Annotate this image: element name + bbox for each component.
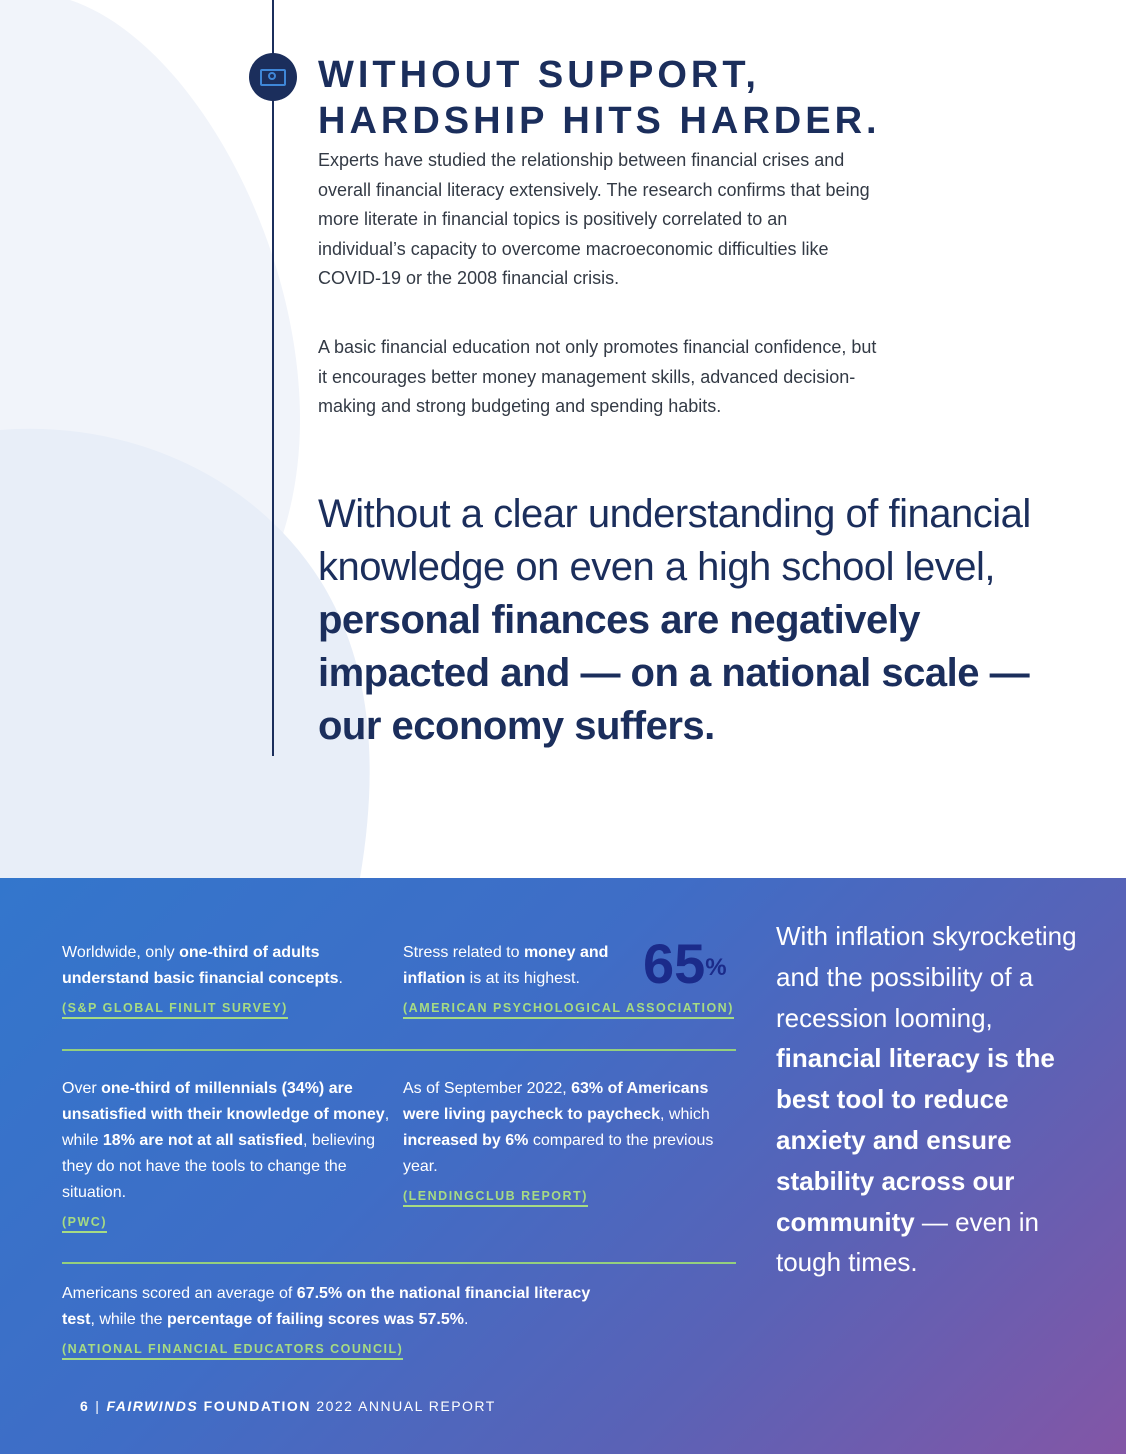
big-number-unit: % [705,954,727,981]
source-link[interactable]: (NATIONAL FINANCIAL EDUCATORS COUNCIL) [62,1341,403,1360]
stat-global-literacy [62,940,392,1021]
stat-text-highlight: one-third of adults understand basic financial concepts [62,944,339,987]
stat-millennials [62,1076,392,1235]
stat-text-part: Worldwide, only [62,944,180,961]
stat-text-part: Over [62,1080,102,1097]
report-title: 2022 ANNUAL REPORT [316,1398,496,1414]
cash-icon [249,53,297,101]
timeline-line [272,0,274,756]
divider [62,1049,736,1051]
stat-paycheck [403,1076,723,1209]
big-percentage [643,934,727,994]
stat-text-highlight: increased by 6% [403,1132,529,1149]
stat-text-highlight: 18% are not at all satisfied [102,1132,303,1149]
footer-separator: | [95,1398,101,1414]
stat-text [403,1076,723,1180]
source-link[interactable]: (LENDINGCLUB REPORT) [403,1188,588,1207]
side-quote-light: — even in tough times. [776,1206,1039,1278]
stat-text-highlight: 63% of Americans were living paycheck to paycheck [403,1080,709,1123]
stat-text-part: . [463,1311,469,1328]
second-paragraph: A basic financial education not only promotes financial confidence, but it encourages better money management skills, advanced decision-making and strong budgeting and spending habits. [318,337,877,416]
heading-line-1: WITHOUT SUPPORT, [318,54,760,96]
stat-text-part: . [338,970,343,987]
source-link[interactable]: (S&P GLOBAL FINLIT SURVEY) [62,1000,288,1019]
stat-text [62,940,392,992]
stat-text-highlight: 67.5% on the national financial literacy test [62,1285,591,1328]
divider [62,1262,736,1264]
stat-text-part: compared to the previous year. [403,1132,714,1175]
stats-panel [0,878,1126,1454]
side-quote-bold: financial literacy is the best tool to reduce anxiety and ensure stability across our community [776,1043,1055,1237]
page-number: 6 [80,1398,90,1414]
pull-quote [318,488,1098,753]
stat-text-part: , while the [90,1311,167,1328]
side-quote [776,916,1096,1283]
source-link[interactable]: (PWC) [62,1214,107,1233]
stat-text [62,1281,592,1333]
stat-text-part: is at its highest. [465,970,580,987]
stat-text-part: Stress related to [403,944,524,961]
stat-text [403,940,643,992]
brand-name: FAIRWINDS [106,1398,199,1414]
section-heading [318,52,881,144]
stat-text-highlight: one-third of millennials (34%) are unsatisfied with their knowledge of money [62,1080,385,1123]
stat-text-part: Americans scored an average of [62,1285,297,1302]
stat-text-part: , while [62,1106,390,1149]
stat-text-highlight: money and inflation [403,944,609,987]
stat-text-part: , believing they do not have the tools to change the situation. [62,1132,376,1201]
brand-suffix: FOUNDATION [203,1398,311,1414]
heading-line-2: HARDSHIP HITS HARDER. [318,100,881,142]
stat-text [62,1076,392,1206]
pull-quote-bold: personal finances are negatively impacted and — on a national scale — our economy suffers. [318,598,1030,748]
side-quote-light: With inflation skyrocketing and the possibility of a recession looming, [776,921,1077,1033]
stat-text-part: As of September 2022, [403,1080,572,1097]
source-link[interactable]: (AMERICAN PSYCHOLOGICAL ASSOCIATION) [403,1000,734,1019]
pull-quote-light: Without a clear understanding of financial knowledge on even a high school level, [318,492,1031,589]
big-number: 65 [643,932,706,995]
intro-paragraph: Experts have studied the relationship between financial crises and overall financial literacy extensively. The research confirms that being more literate in financial topics is positively correlated to an individual’s capacity to overcome macroeconomic difficulties like COVID-19 or the 2008 financial crisis. [318,150,870,288]
stat-text-highlight: percentage of failing scores was 57.5% [166,1311,464,1328]
page-footer [80,1398,496,1414]
stat-national-test [62,1281,702,1362]
stat-text-part: , which [660,1106,710,1123]
